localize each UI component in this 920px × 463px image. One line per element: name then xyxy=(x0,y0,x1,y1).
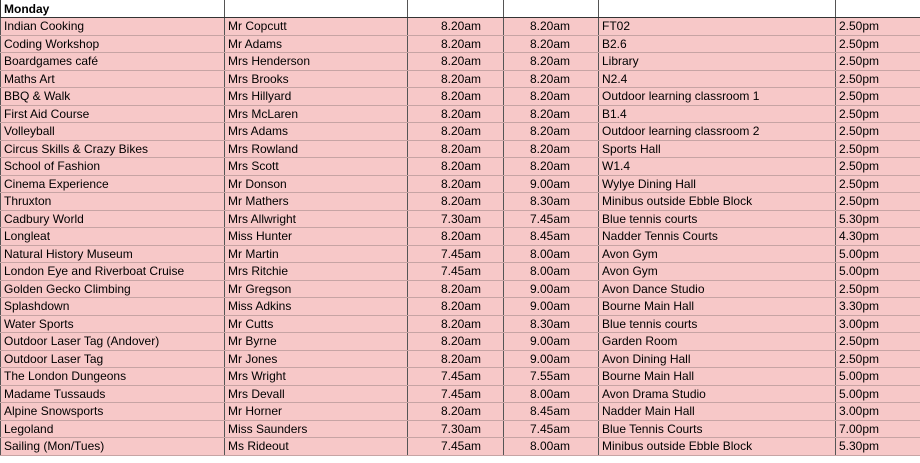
location-cell: Outdoor learning classroom 2 xyxy=(599,123,836,141)
registration-time-cell: 8.20am xyxy=(408,88,504,106)
activity-cell: Legoland xyxy=(1,420,225,438)
table-row xyxy=(1,175,920,193)
location-cell: FT02 xyxy=(599,18,836,36)
teacher-cell: Ms Rideout xyxy=(225,438,408,456)
departure-time-cell: 8.00am xyxy=(504,245,599,263)
location-cell: Avon Dance Studio xyxy=(599,280,836,298)
return-time-cell: 2.50pm xyxy=(836,175,920,193)
location-cell: Blue tennis courts xyxy=(599,315,836,333)
activity-cell: Longleat xyxy=(1,228,225,246)
teacher-cell: Mrs Rowland xyxy=(225,140,408,158)
location-cell: Sports Hall xyxy=(599,140,836,158)
departure-time-cell: 9.00am xyxy=(504,350,599,368)
teacher-cell: Mr Donson xyxy=(225,175,408,193)
return-time-cell: 4.30pm xyxy=(836,228,920,246)
registration-time-cell: 8.20am xyxy=(408,350,504,368)
return-time-cell: 3.00pm xyxy=(836,315,920,333)
departure-time-cell: 7.55am xyxy=(504,368,599,386)
departure-time-cell: 8.30am xyxy=(504,315,599,333)
departure-time-cell: 8.20am xyxy=(504,88,599,106)
return-time-cell: 2.50pm xyxy=(836,333,920,351)
location-cell: Minibus outside Ebble Block xyxy=(599,438,836,456)
teacher-cell: Mr Jones xyxy=(225,350,408,368)
activity-cell: Maths Art xyxy=(1,70,225,88)
activity-cell: Natural History Museum xyxy=(1,245,225,263)
registration-time-cell: 8.20am xyxy=(408,18,504,36)
registration-time-cell: 7.45am xyxy=(408,263,504,281)
header-cell xyxy=(599,0,836,18)
departure-time-cell: 8.00am xyxy=(504,385,599,403)
teacher-cell: Mr Byrne xyxy=(225,333,408,351)
table-row xyxy=(1,88,920,106)
teacher-cell: Miss Adkins xyxy=(225,298,408,316)
activity-cell: Alpine Snowsports xyxy=(1,403,225,421)
registration-time-cell: 8.20am xyxy=(408,193,504,211)
location-cell: Blue Tennis Courts xyxy=(599,420,836,438)
registration-time-cell: 8.20am xyxy=(408,158,504,176)
departure-time-cell: 9.00am xyxy=(504,175,599,193)
departure-time-cell: 8.20am xyxy=(504,18,599,36)
activity-cell: Water Sports xyxy=(1,315,225,333)
location-cell: B1.4 xyxy=(599,105,836,123)
return-time-cell: 2.50pm xyxy=(836,193,920,211)
activity-cell: Boardgames café xyxy=(1,53,225,71)
registration-time-cell: 8.20am xyxy=(408,35,504,53)
departure-time-cell: 8.45am xyxy=(504,228,599,246)
activity-cell: Coding Workshop xyxy=(1,35,225,53)
registration-time-cell: 8.20am xyxy=(408,123,504,141)
location-cell: Bourne Main Hall xyxy=(599,298,836,316)
return-time-cell: 5.00pm xyxy=(836,245,920,263)
location-cell: Avon Drama Studio xyxy=(599,385,836,403)
teacher-cell: Mr Adams xyxy=(225,35,408,53)
return-time-cell: 2.50pm xyxy=(836,88,920,106)
table-row xyxy=(1,105,920,123)
teacher-cell: Miss Hunter xyxy=(225,228,408,246)
return-time-cell: 2.50pm xyxy=(836,140,920,158)
registration-time-cell: 7.45am xyxy=(408,438,504,456)
departure-time-cell: 9.00am xyxy=(504,298,599,316)
return-time-cell: 5.30pm xyxy=(836,210,920,228)
registration-time-cell: 7.30am xyxy=(408,420,504,438)
activity-cell: Volleyball xyxy=(1,123,225,141)
registration-time-cell: 8.20am xyxy=(408,70,504,88)
location-cell: Avon Gym xyxy=(599,263,836,281)
location-cell: Avon Dining Hall xyxy=(599,350,836,368)
activity-cell: Cinema Experience xyxy=(1,175,225,193)
table-row xyxy=(1,18,920,36)
day-heading: Monday xyxy=(1,0,225,18)
teacher-cell: Mrs Henderson xyxy=(225,53,408,71)
departure-time-cell: 8.20am xyxy=(504,123,599,141)
table-row xyxy=(1,368,920,386)
teacher-cell: Mrs Brooks xyxy=(225,70,408,88)
registration-time-cell: 7.45am xyxy=(408,245,504,263)
return-time-cell: 3.00pm xyxy=(836,403,920,421)
location-cell: W1.4 xyxy=(599,158,836,176)
return-time-cell: 5.30pm xyxy=(836,438,920,456)
departure-time-cell: 8.20am xyxy=(504,105,599,123)
teacher-cell: Mrs Ritchie xyxy=(225,263,408,281)
teacher-cell: Mrs Allwright xyxy=(225,210,408,228)
table-row xyxy=(1,53,920,71)
teacher-cell: Mrs McLaren xyxy=(225,105,408,123)
return-time-cell: 5.00pm xyxy=(836,385,920,403)
return-time-cell: 3.30pm xyxy=(836,298,920,316)
teacher-cell: Mr Mathers xyxy=(225,193,408,211)
departure-time-cell: 7.45am xyxy=(504,210,599,228)
table-row xyxy=(1,315,920,333)
header-cell xyxy=(408,0,504,18)
return-time-cell: 2.50pm xyxy=(836,70,920,88)
registration-time-cell: 8.20am xyxy=(408,140,504,158)
departure-time-cell: 8.30am xyxy=(504,193,599,211)
header-cell xyxy=(504,0,599,18)
departure-time-cell: 8.45am xyxy=(504,403,599,421)
registration-time-cell: 7.30am xyxy=(408,210,504,228)
registration-time-cell: 8.20am xyxy=(408,403,504,421)
table-row xyxy=(1,123,920,141)
activity-cell: The London Dungeons xyxy=(1,368,225,386)
registration-time-cell: 8.20am xyxy=(408,53,504,71)
activity-cell: Outdoor Laser Tag xyxy=(1,350,225,368)
teacher-cell: Mrs Wright xyxy=(225,368,408,386)
return-time-cell: 2.50pm xyxy=(836,35,920,53)
table-row xyxy=(1,158,920,176)
activity-cell: Indian Cooking xyxy=(1,18,225,36)
return-time-cell: 2.50pm xyxy=(836,158,920,176)
teacher-cell: Mrs Devall xyxy=(225,385,408,403)
departure-time-cell: 8.20am xyxy=(504,35,599,53)
teacher-cell: Mr Horner xyxy=(225,403,408,421)
activity-cell: Thruxton xyxy=(1,193,225,211)
table-row xyxy=(1,228,920,246)
table-row xyxy=(1,35,920,53)
activity-cell: BBQ & Walk xyxy=(1,88,225,106)
teacher-cell: Miss Saunders xyxy=(225,420,408,438)
location-cell: Avon Gym xyxy=(599,245,836,263)
location-cell: Garden Room xyxy=(599,333,836,351)
teacher-cell: Mrs Hillyard xyxy=(225,88,408,106)
teacher-cell: Mr Gregson xyxy=(225,280,408,298)
return-time-cell: 2.50pm xyxy=(836,280,920,298)
location-cell: Nadder Tennis Courts xyxy=(599,228,836,246)
header-row xyxy=(1,0,920,18)
departure-time-cell: 7.45am xyxy=(504,420,599,438)
location-cell: Bourne Main Hall xyxy=(599,368,836,386)
departure-time-cell: 8.00am xyxy=(504,438,599,456)
teacher-cell: Mr Martin xyxy=(225,245,408,263)
registration-time-cell: 8.20am xyxy=(408,298,504,316)
teacher-cell: Mr Cutts xyxy=(225,315,408,333)
table-row xyxy=(1,385,920,403)
registration-time-cell: 8.20am xyxy=(408,105,504,123)
table-row xyxy=(1,70,920,88)
location-cell: Nadder Main Hall xyxy=(599,403,836,421)
activity-cell: Splashdown xyxy=(1,298,225,316)
return-time-cell: 5.00pm xyxy=(836,263,920,281)
location-cell: N2.4 xyxy=(599,70,836,88)
table-row xyxy=(1,263,920,281)
activity-cell: First Aid Course xyxy=(1,105,225,123)
table-row xyxy=(1,210,920,228)
return-time-cell: 5.00pm xyxy=(836,368,920,386)
departure-time-cell: 8.20am xyxy=(504,158,599,176)
activity-cell: Cadbury World xyxy=(1,210,225,228)
teacher-cell: Mrs Adams xyxy=(225,123,408,141)
activity-cell: Golden Gecko Climbing xyxy=(1,280,225,298)
activity-cell: School of Fashion xyxy=(1,158,225,176)
location-cell: B2.6 xyxy=(599,35,836,53)
table-row xyxy=(1,438,920,456)
table-row xyxy=(1,350,920,368)
location-cell: Wylye Dining Hall xyxy=(599,175,836,193)
location-cell: Library xyxy=(599,53,836,71)
header-cell xyxy=(225,0,408,18)
table-row xyxy=(1,245,920,263)
activity-cell: Sailing (Mon/Tues) xyxy=(1,438,225,456)
departure-time-cell: 8.00am xyxy=(504,263,599,281)
table-row xyxy=(1,140,920,158)
registration-time-cell: 8.20am xyxy=(408,228,504,246)
return-time-cell: 7.00pm xyxy=(836,420,920,438)
location-cell: Outdoor learning classroom 1 xyxy=(599,88,836,106)
location-cell: Blue tennis courts xyxy=(599,210,836,228)
departure-time-cell: 9.00am xyxy=(504,333,599,351)
return-time-cell: 2.50pm xyxy=(836,350,920,368)
location-cell: Minibus outside Ebble Block xyxy=(599,193,836,211)
table-row xyxy=(1,333,920,351)
departure-time-cell: 8.20am xyxy=(504,140,599,158)
registration-time-cell: 7.45am xyxy=(408,385,504,403)
registration-time-cell: 8.20am xyxy=(408,315,504,333)
departure-time-cell: 8.20am xyxy=(504,53,599,71)
registration-time-cell: 7.45am xyxy=(408,368,504,386)
return-time-cell: 2.50pm xyxy=(836,123,920,141)
table-row xyxy=(1,403,920,421)
teacher-cell: Mrs Scott xyxy=(225,158,408,176)
departure-time-cell: 9.00am xyxy=(504,280,599,298)
header-cell xyxy=(836,0,920,18)
table-row xyxy=(1,298,920,316)
table-row xyxy=(1,193,920,211)
registration-time-cell: 8.20am xyxy=(408,280,504,298)
table-row xyxy=(1,280,920,298)
activity-cell: Outdoor Laser Tag (Andover) xyxy=(1,333,225,351)
activity-cell: London Eye and Riverboat Cruise xyxy=(1,263,225,281)
table-row xyxy=(1,420,920,438)
return-time-cell: 2.50pm xyxy=(836,105,920,123)
registration-time-cell: 8.20am xyxy=(408,333,504,351)
return-time-cell: 2.50pm xyxy=(836,53,920,71)
teacher-cell: Mr Copcutt xyxy=(225,18,408,36)
departure-time-cell: 8.20am xyxy=(504,70,599,88)
activity-cell: Circus Skills & Crazy Bikes xyxy=(1,140,225,158)
return-time-cell: 2.50pm xyxy=(836,18,920,36)
registration-time-cell: 8.20am xyxy=(408,175,504,193)
activity-cell: Madame Tussauds xyxy=(1,385,225,403)
